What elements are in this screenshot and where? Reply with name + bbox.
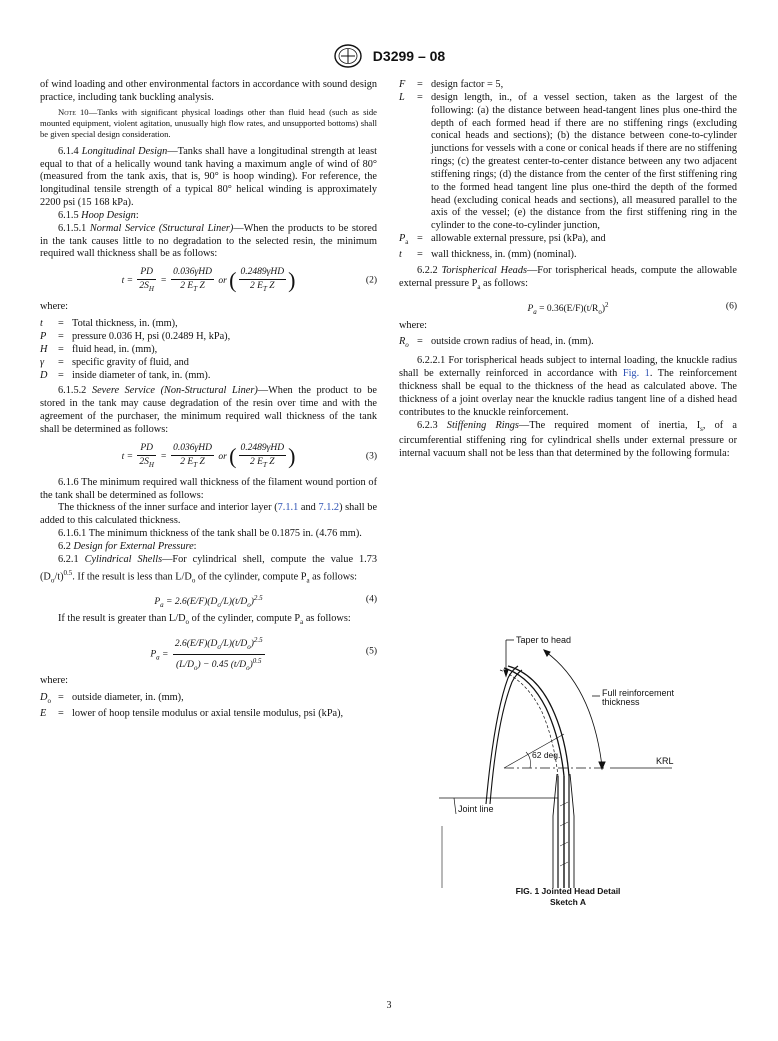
section-6-1-5-1 <box>40 223 377 262</box>
eq-denominator: 2 E <box>180 281 194 292</box>
label-joint-line: Joint line <box>458 804 494 814</box>
section-number: 6.1.5.2 <box>58 385 87 397</box>
definition-text: lower of hoop tensile modulus or axial tensile modulus, psi (kPa), <box>72 707 344 719</box>
equation-number: (4) <box>365 594 377 605</box>
definition-equals: = <box>417 249 423 261</box>
where-label: where: <box>40 301 69 313</box>
equation-6-expression: $P_a = 0.36(E/F)(t/R_o)^2$ <box>527 300 609 316</box>
equation-2 <box>40 266 377 296</box>
caption-line-2: Sketch A <box>549 897 587 907</box>
eq-or: or <box>218 276 227 287</box>
definition-item <box>399 249 737 262</box>
definition-symbol: H <box>40 343 48 355</box>
eq-lhs: P <box>154 597 161 608</box>
section-title: Hoop Design <box>81 209 136 221</box>
definition-symbol: E <box>40 707 47 719</box>
equation-2-expression: t = $\frac{PD}{2S_H}$ = $\frac{\text{0.036γHD}}{2 E_T Z}$ or ( $\frac{\text{0.2489γHD}}{2 E_T Z}$ ) <box>121 267 296 294</box>
definition-text: outside crown radius of head, in. (mm). <box>431 336 594 348</box>
text: . The reinforcement thickness shall be equal to the thickness of the head as calculated above. The thickness of a joint overlay near the knuckle radius tangent line of a dished head contributes to the knuckle reinforcement. <box>399 368 737 418</box>
text: and <box>298 502 319 514</box>
section-6-1-6: 6.1.6 The minimum required wall thickness of the filament wound portion of the tank shall be determined as follows: <box>40 476 377 501</box>
definition-item <box>40 357 377 370</box>
eq-denominator: 2S <box>139 456 149 467</box>
link-7-1-2[interactable]: 7.1.2 <box>318 502 340 514</box>
section-title: Torispherical Heads <box>441 264 527 276</box>
eq-lhs: t = <box>121 451 134 462</box>
eq-numerator: 0.036γHD <box>171 442 214 456</box>
definition-symbol: D <box>40 369 48 381</box>
eq-denominator: 2 E <box>250 281 263 292</box>
link-7-1-1[interactable]: 7.1.1 <box>277 502 299 514</box>
text: of the cylinder, compute P <box>189 612 301 624</box>
definition-item <box>40 331 377 344</box>
astm-logo-icon <box>333 44 363 68</box>
standard-designation: D3299 – 08 <box>372 48 446 64</box>
label-krl: KRL <box>656 756 674 766</box>
definition-equals: = <box>58 330 64 342</box>
eq-denominator: 2S <box>139 281 149 292</box>
definition-text: Total thickness, in. (mm), <box>72 318 178 330</box>
section-6-2-1: 6.2.1 Cylindrical Shells—For cylindrical shell, compute the value 1.73 $(D_o/t)^{0.5}$. If the result is less than $L/D_o$ of the cylinder, compute $P_a$ as follows: <box>40 553 378 585</box>
definitions-list-4 <box>399 336 737 352</box>
text: . If the result is less than L/D <box>72 571 192 583</box>
definition-text: allowable external pressure, psi (kPa), and <box>431 233 606 245</box>
section-6-2-3: 6.2.3 Stiffening Rings—The required moment of inertia, $I_s$, of a circumferential stiffening ring for cylindrical shells under external pressure or internal vacuum shall not be less than that determined by the following formula: <box>399 419 738 460</box>
definition-text: design factor = 5, <box>431 79 504 90</box>
text: —The required moment of inertia, I <box>518 419 701 431</box>
figure-1-jointed-head-detail <box>434 626 734 888</box>
section-6-2-2-1 <box>399 355 737 419</box>
section-title: Design for External Pressure <box>73 540 194 552</box>
definition-equals: = <box>417 79 423 90</box>
right-column <box>399 79 737 461</box>
definition-equals: = <box>58 707 64 719</box>
definition-symbol: L <box>399 91 405 103</box>
where-label: where: <box>399 319 428 331</box>
eq-rhs: = 2.6(E/F)(D <box>163 597 218 608</box>
equation-number: (2) <box>365 275 377 286</box>
section-6-1-4 <box>40 146 377 210</box>
definition-symbol: t <box>399 249 402 261</box>
text: of the cylinder, compute P <box>195 571 307 583</box>
definition-item <box>40 344 377 357</box>
text: The thickness of the inner surface and interior layer ( <box>58 502 278 514</box>
section-number: 6.2.2 <box>417 264 438 276</box>
definition-symbol: F <box>399 79 406 90</box>
definition-equals: = <box>58 691 64 703</box>
definition-subscript: o <box>47 696 51 705</box>
page-header <box>0 44 778 68</box>
definition-symbol: t <box>40 318 43 330</box>
section-title: Stiffening Rings <box>446 419 519 431</box>
equation-5 <box>40 634 377 670</box>
eq-rhs: ) <box>250 597 254 608</box>
equation-number: (5) <box>365 646 377 657</box>
definition-equals: = <box>58 343 64 355</box>
section-number: 6.2.1 <box>58 553 79 565</box>
text: If the result is greater than L/D <box>58 612 186 624</box>
text: ) shall be added to this calculated thickness. <box>40 502 378 527</box>
definition-item <box>40 708 377 721</box>
eq-or: or <box>218 451 227 462</box>
definition-symbol-group <box>399 233 417 249</box>
section-6-1-5-2 <box>40 385 377 436</box>
eq-rhs: /L)(t/D <box>220 597 248 608</box>
text: —For cylindrical shell, compute the value 1.73 (D <box>40 553 378 583</box>
text: 6.2.2.1 For torispherical heads subject to internal loading, the knuckle radius shall be externally reinforced in accordance with <box>399 355 737 380</box>
section-number: 6.1.5 <box>58 209 79 221</box>
eq-equals: = <box>160 276 167 287</box>
definition-text: outside diameter, in. (mm), <box>72 691 184 703</box>
equation-4-expression: $P_a = 2.6(E/F)(D_o/L)(t/D_o)^{2.5}$ <box>154 593 263 609</box>
equation-number: (6) <box>725 301 737 312</box>
definition-subscript: a <box>405 238 409 247</box>
equation-3 <box>40 442 377 472</box>
definitions-list-1 <box>40 318 377 382</box>
definition-text: design length, in., of a vessel section, taken as the largest of the following: (a) the distance between head-tangent lines plus one-third the depth of each formed head if there are no stiffening rings (excluding conical heads and sections); (b) the distance between cone-to-cylinder junctions for vessels with a cone or conical heads if there are no stiffening rings; (c) the greatest center-to-center distance between any two adjacent stiffening rings; (d) the distance from the center of the first stiffening ring to the formed head tangent line plus one-third the depth of the formed head (excluding conical heads and sections), all measured parallel to the axis of the vessel; (e) the distance from the first stiffening ring in the cylinder to the cone-to-cylinder junction, <box>431 91 737 232</box>
text: as follows: <box>480 277 528 289</box>
link-fig-1[interactable]: Fig. 1 <box>622 368 650 380</box>
definition-item <box>40 692 377 708</box>
eq-denominator: 2 E <box>180 456 194 467</box>
equation-number: (3) <box>365 451 377 462</box>
note-label: Note 10 <box>58 106 89 117</box>
definition-item <box>399 92 737 233</box>
where-label: where: <box>40 674 69 686</box>
eq-numerator: 0.2489γHD <box>239 266 287 280</box>
eq-numerator: 0.036γHD <box>171 266 214 280</box>
section-6-1-6-1: 6.1.6.1 The minimum thickness of the tank shall be 0.1875 in. (4.76 mm). <box>58 528 362 540</box>
definition-item <box>399 233 737 249</box>
label-taper-to-head: Taper to head <box>516 635 572 645</box>
figure-caption <box>399 886 737 908</box>
definition-item <box>40 318 377 331</box>
eq-numerator: PD <box>137 266 156 280</box>
definition-text: specific gravity of fluid, and <box>72 356 189 368</box>
section-6-1-5 <box>40 210 377 223</box>
definition-equals: = <box>58 356 64 368</box>
definition-symbol: P <box>399 233 406 245</box>
definition-item <box>399 79 737 92</box>
section-number: 6.2.3 <box>417 419 438 431</box>
section-title: Severe Service (Non-Structural Liner) <box>91 385 258 397</box>
definition-equals: = <box>417 91 423 103</box>
left-column <box>40 79 377 723</box>
section-number: 6.2 <box>58 540 71 552</box>
section-6-1-6-note <box>40 502 377 528</box>
section-title: Longitudinal Design <box>81 145 168 157</box>
equation-4 <box>40 592 377 608</box>
text: as follows: <box>303 612 351 624</box>
text: /t) <box>54 571 64 583</box>
equation-3-expression: t = $\frac{PD}{2S_H}$ = $\frac{\text{0.036γHD}}{2 E_T Z}$ or ( $\frac{\text{0.2489γHD}}{2 E_T Z}$ ) <box>121 442 296 469</box>
definition-equals: = <box>417 233 423 245</box>
note-10 <box>40 107 377 140</box>
equation-6 <box>399 299 737 315</box>
definition-symbol: D <box>40 691 48 703</box>
definition-symbol: γ <box>40 356 45 368</box>
label-62-deg: 62 deg. <box>532 750 561 760</box>
label-thickness: thickness <box>602 697 640 707</box>
eq-numerator: 0.2489γHD <box>239 442 287 456</box>
section-title: Cylindrical Shells <box>84 553 163 565</box>
eq-denominator: 2 E <box>250 456 263 467</box>
definitions-list-2 <box>40 692 377 721</box>
definition-equals: = <box>58 369 64 381</box>
page-number: 3 <box>386 1000 392 1011</box>
eq-numerator: PD <box>137 442 156 456</box>
text: as follows: <box>309 571 358 583</box>
section-text: —When the products to be stored in the tank causes little to no degradation to the selected resin, the minimum required wall thickness shall be as follows: <box>40 222 378 260</box>
definition-symbol: P <box>40 330 47 342</box>
definition-text: pressure 0.036 H, psi (0.2489 H, kPa), <box>72 330 231 342</box>
section-text: —When the product to be stored in the tank may cause degradation of the resin over time and with the agreement of the purchaser, the minimum required wall thickness of the tank shall be determined as follows: <box>40 385 377 435</box>
eq-lhs: P <box>150 649 157 660</box>
section-6-2-1-p2: If the result is greater than $L/D_o$ of the cylinder, compute $P_a$ as follows: <box>58 612 351 626</box>
definition-text: fluid head, in. (mm), <box>72 343 158 355</box>
definition-symbol-group <box>40 692 58 708</box>
definitions-list-3 <box>399 79 737 262</box>
caption-line-1: FIG. 1 Jointed Head Detail <box>515 886 621 896</box>
note-text: —Tanks with significant physical loadings other than fluid head (such as side mounted equipment, violent agitation, unusually high flow rates, and unsupported bottoms) shall be given special design consideration. <box>40 106 377 139</box>
eq-equals: = <box>160 451 167 462</box>
section-6-2: 6.2 Design for External Pressure: <box>58 540 197 552</box>
definition-text: inside diameter of tank, in. (mm). <box>72 369 211 381</box>
section-text: —Tanks shall have a longitudinal strength at least equal to that of a helically wound tank having a maximum angle of wind of 80° (measured from the tank axis, that is, 90° is hoop winding). For reference, the longitudinal tensile strength of a typical 80° helical winding is approximately 2200 psi (15 168 kPa). <box>40 145 377 209</box>
text: —For torispherical heads, compute the allowable external pressure P <box>399 264 737 289</box>
section-colon: : <box>135 209 139 221</box>
section-title: Normal Service (Structural Liner) <box>89 222 234 234</box>
definition-text: wall thickness, in. (mm) (nominal). <box>431 249 577 261</box>
intro-paragraph: of wind loading and other environmental factors in accordance with sound design practice, including tank buckling analysis. <box>40 79 377 103</box>
section-number: 6.1.4 <box>58 145 79 157</box>
definition-item <box>40 370 377 383</box>
section-6-2-2: 6.2.2 Torispherical Heads—For torispherical heads, compute the allowable external pressure $P_a$ as follows: <box>399 264 737 291</box>
definition-item: $R_o$ = outside crown radius of head, in. (mm). <box>399 336 737 352</box>
eq-lhs: t = <box>121 276 134 287</box>
text: , of a circumferential stiffening ring for cylindrical shells under external pressure or internal vacuum shall not be less than that determined by the following formula: <box>399 419 738 460</box>
label-full-reinforcement: Full reinforcement <box>602 688 675 698</box>
definition-equals: = <box>58 318 64 330</box>
section-number: 6.1.5.1 <box>58 222 87 234</box>
equation-5-expression: $P_a$ = $\frac{2.6(E/F)(D_o/L)(t/D_o)^{2.5}}{(L/D_o) - 0.45 (t/D_o)^{0.5}}$ <box>150 635 263 672</box>
